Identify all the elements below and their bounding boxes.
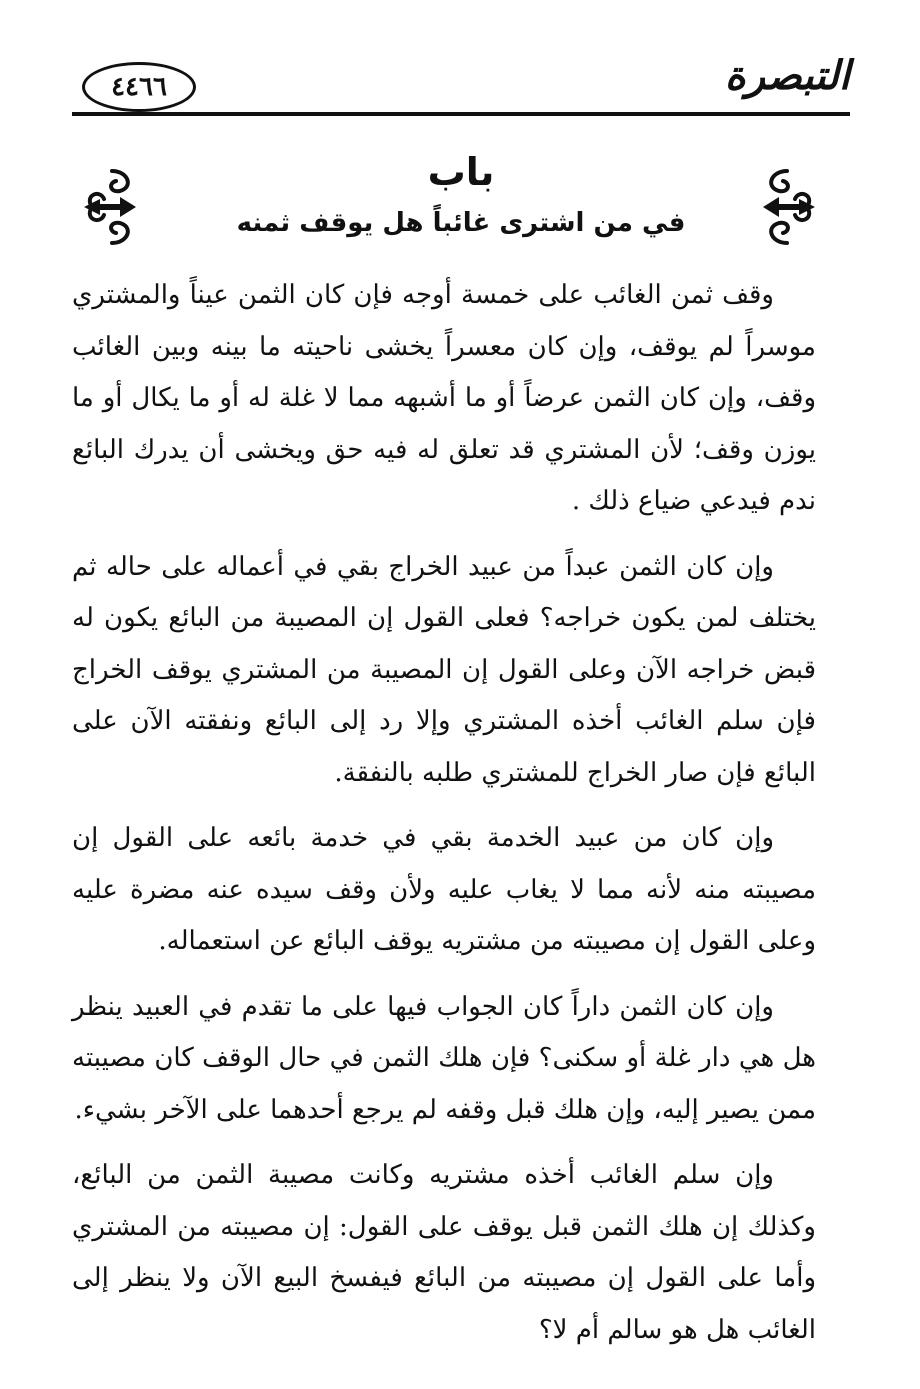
- body-text: [72, 270, 816, 1370]
- page-number: ٤٤٦٦: [82, 62, 196, 112]
- paragraph-4: وإن كان الثمن داراً كان الجواب فيها على ما تقدم في العبيد ينظر هل هي دار غلة أو سكنى؟ فإن هلك الثمن في حال الوقف كان مصيبته ممن يصير إليه، وإن هلك قبل وقفه لم يرجع أحدهما على الآخر بشيء.: [72, 991, 816, 1125]
- page-header: [72, 52, 850, 120]
- chapter-title: في من اشترى غائباً هل يوقف ثمنه: [236, 208, 686, 238]
- paragraph-5: وإن سلم الغائب أخذه مشتريه وكانت مصيبة الثمن من البائع، وكذلك إن هلك الثمن قبل يوقف على القول: إن مصيبته من المشتري وأما على القول إن مصيبته من البائع فيفسخ البيع الآن ولا ينظر إلى الغائب هل هو سالم أم لا؟: [72, 1160, 816, 1345]
- chapter-word: باب: [427, 150, 495, 194]
- chapter-heading: [72, 150, 850, 250]
- paragraph-2: وإن كان الثمن عبداً من عبيد الخراج بقي في أعماله على حاله ثم يختلف لمن يكون خراجه؟ فعلى القول إن المصيبة من البائع يكون له قبض خراجه الآن وعلى القول إن المصيبة من المشتري يوقف الخراج فإن سلم الغائب أخذه المشتري وإلا رد إلى البائع ونفقته الآن على البائع فإن صار الخراج للمشتري طلبه بالنفقة.: [72, 551, 816, 788]
- paragraph-3: وإن كان من عبيد الخدمة بقي في خدمة بائعه على القول إن مصيبته منه لأنه مما لا يغاب عليه ولأن وقف سيده عنه مضرة عليه وعلى القول إن مصيبته من مشتريه يوقف البائع عن استعماله.: [72, 823, 816, 956]
- running-head: التبصرة: [724, 52, 850, 99]
- paragraph-1: وقف ثمن الغائب على خمسة أوجه فإن كان الثمن عيناً والمشتري موسراً لم يوقف، وإن كان معسراً يخشى ناحيته ما بينه وبين الغائب وقف، وإن كان الثمن عرضاً أو ما أشبهه مما لا غلة له أو ما يكال أو ما يوزن وقف؛ لأن المشتري قد تعلق له فيه حق ويخشى أن يدرك البائع ندم فيدعي ضياع ذلك .: [72, 280, 816, 516]
- header-rule: [72, 112, 850, 116]
